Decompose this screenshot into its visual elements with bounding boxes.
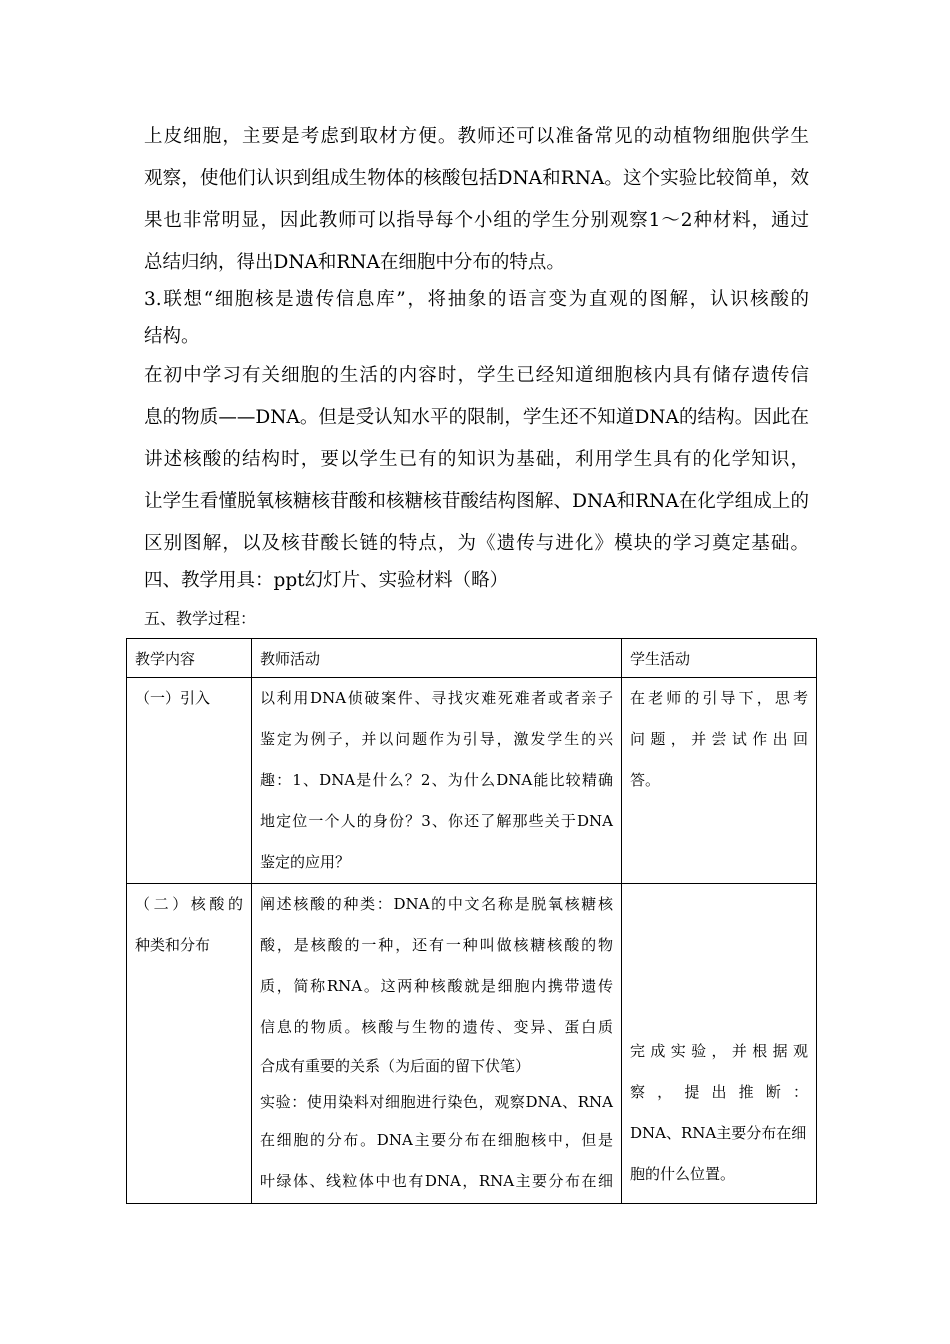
cell-line: 合成有重要的关系（为后面的留下伏笔） — [260, 1057, 531, 1075]
cell-line: DNA、RNA主要分布在细 — [630, 1124, 807, 1142]
text-line: 3.联想“细胞核是遗传信息库”，将抽象的语言变为直观的图解，认识核酸的 — [144, 289, 809, 310]
cell-line: 阐述核酸的种类：DNA的中文名称是脱氧核糖核 — [260, 895, 613, 913]
text-line: 结构。 — [144, 326, 200, 347]
text-line: 在初中学习有关细胞的生活的内容时，学生已经知道细胞核内具有储存遗传信 — [144, 365, 809, 386]
cell-line: 完成实验，并根据观 — [630, 1042, 808, 1060]
header-content: 教学内容 — [127, 639, 252, 678]
paragraph-structure-explanation — [144, 355, 809, 565]
cell-line: （二）核酸的 — [135, 895, 243, 913]
section-teaching-process: 五、教学过程： — [144, 609, 257, 628]
cell-line: 鉴定为例子，并以问题作为引导，激发学生的兴 — [260, 730, 613, 748]
paragraph-intro-continued — [144, 116, 809, 284]
text-line: 讲述核酸的结构时，要以学生已有的知识为基础，利用学生具有的化学知识， — [144, 449, 809, 470]
paragraph-point-3 — [144, 281, 809, 355]
row-content-cell — [127, 678, 252, 884]
cell-line: 趣：1、DNA是什么？2、为什么DNA能比较精确 — [260, 771, 613, 789]
cell-line: 鉴定的应用？ — [260, 853, 351, 871]
cell-line: 叶绿体、线粒体中也有DNA，RNA主要分布在细 — [260, 1172, 613, 1190]
text-line: 让学生看懂脱氧核糖核苷酸和核糖核苷酸结构图解、DNA和RNA在化学组成上的 — [144, 491, 809, 512]
cell-line: 酸，是核酸的一种，还有一种叫做核糖核酸的物 — [260, 936, 613, 954]
cell-line: 在老师的引导下，思考 — [630, 689, 808, 707]
section-teaching-tools: 四、教学用具：ppt幻灯片、实验材料（略） — [144, 570, 509, 591]
row-student-cell — [622, 884, 817, 1204]
cell-line: 在细胞的分布。DNA主要分布在细胞核中，但是 — [260, 1131, 613, 1149]
row-teacher-cell — [252, 678, 622, 884]
table-row — [127, 884, 817, 1204]
text-line: 观察，使他们认识到组成生物体的核酸包括DNA和RNA。这个实验比较简单，效 — [144, 168, 809, 189]
cell-line: 答。 — [630, 771, 661, 789]
row-content-cell — [127, 884, 252, 1204]
cell-line: 以利用DNA侦破案件、寻找灾难死难者或者亲子 — [260, 689, 613, 707]
cell-line: 地定位一个人的身份？3、你还了解那些关于DNA — [260, 812, 613, 830]
header-student: 学生活动 — [622, 639, 817, 678]
table-header-row — [127, 639, 817, 678]
cell-line: 质，简称RNA。这两种核酸就是细胞内携带遗传 — [260, 977, 613, 995]
text-line: 区别图解，以及核苷酸长链的特点，为《遗传与进化》模块的学习奠定基础。 — [144, 533, 809, 554]
text-line: 上皮细胞，主要是考虑到取材方便。教师还可以准备常见的动植物细胞供学生 — [144, 126, 809, 147]
text-line: 果也非常明显，因此教师可以指导每个小组的学生分别观察1～2种材料，通过 — [144, 210, 809, 231]
cell-line: 察，提出推断： — [630, 1083, 808, 1101]
text-line: 总结归纳，得出DNA和RNA在细胞中分布的特点。 — [144, 252, 565, 273]
header-teacher: 教师活动 — [252, 639, 622, 678]
table-row — [127, 678, 817, 884]
cell-line: （一）引入 — [135, 689, 211, 707]
row-student-cell — [622, 678, 817, 884]
cell-line: 实验：使用染料对细胞进行染色，观察DNA、RNA — [260, 1093, 613, 1111]
cell-line: 信息的物质。核酸与生物的遗传、变异、蛋白质 — [260, 1018, 613, 1036]
row-teacher-cell — [252, 884, 622, 1204]
cell-line: 问题，并尝试作出回 — [630, 730, 808, 748]
teaching-process-table — [126, 638, 817, 1204]
cell-line: 种类和分布 — [135, 936, 211, 954]
text-line: 息的物质——DNA。但是受认知水平的限制，学生还不知道DNA的结构。因此在 — [144, 407, 809, 428]
cell-line: 胞的什么位置。 — [630, 1165, 736, 1183]
